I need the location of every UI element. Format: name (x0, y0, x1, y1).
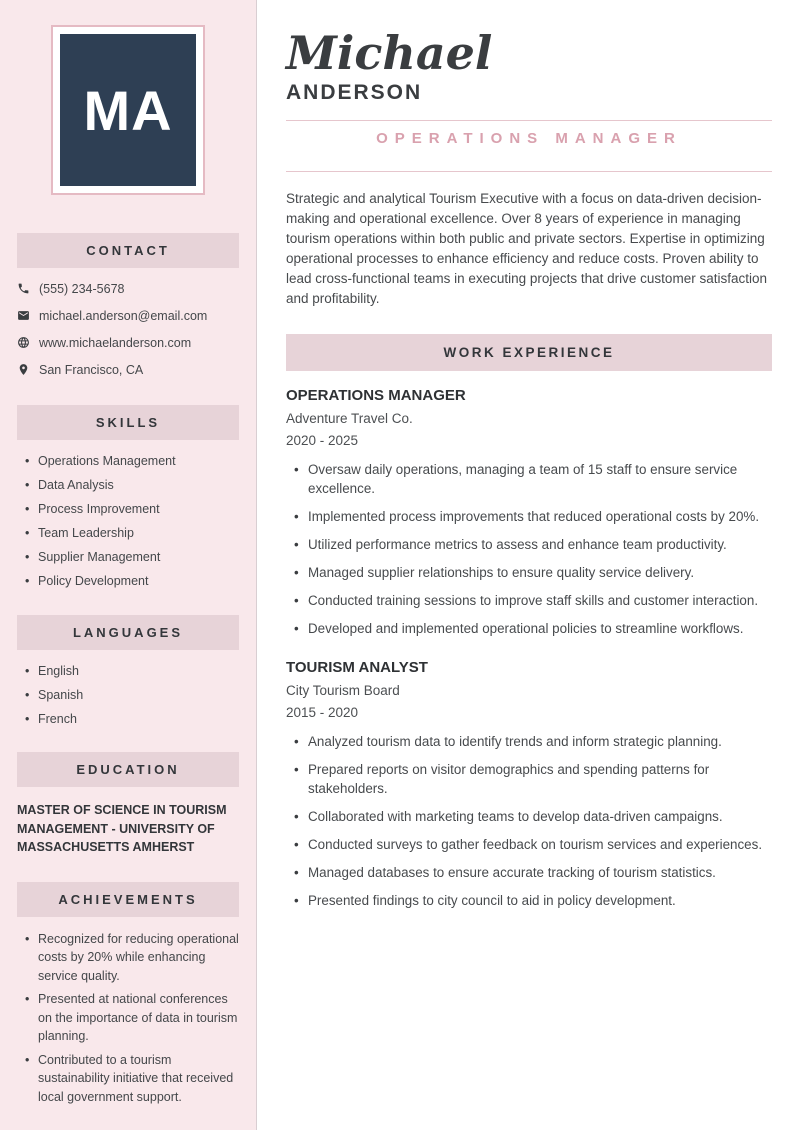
achievements-section-heading: ACHIEVEMENTS (17, 882, 239, 917)
language-item: • English (25, 663, 239, 680)
phone-icon (17, 282, 39, 295)
sidebar (0, 0, 257, 1130)
job-bullet: • Analyzed tourism data to identify trends and inform strategic planning. (286, 732, 772, 751)
first-name: Michael (286, 26, 493, 80)
contact-item-text: (555) 234-5678 (39, 281, 125, 296)
languages-list (25, 663, 239, 728)
monogram-initials: MA (83, 78, 173, 142)
job-bullet: • Implemented process improvements that reduced operational costs by 20%. (286, 507, 772, 526)
job-entry (286, 659, 772, 910)
skill-item: • Process Improvement (25, 501, 239, 518)
job-bullet: • Presented findings to city council to aid in policy development. (286, 891, 772, 910)
job-bullet-list (286, 732, 772, 910)
job-bullet: • Collaborated with marketing teams to develop data-driven campaigns. (286, 807, 772, 826)
job-title: OPERATIONS MANAGER (286, 387, 466, 404)
language-item: • French (25, 711, 239, 728)
job-bullet: • Conducted training sessions to improve staff skills and customer interaction. (286, 591, 772, 610)
contact-item-text: michael.anderson@email.com (39, 308, 208, 323)
education-degree: MASTER OF SCIENCE IN TOURISM MANAGEMENT - UNIVERSITY OF MASSACHUSETTS AMHERST (17, 803, 227, 854)
job-bullet: • Conducted surveys to gather feedback on tourism services and experiences. (286, 835, 772, 854)
job-bullet: • Managed supplier relationships to ensure quality service delivery. (286, 563, 772, 582)
achievements-list (25, 930, 239, 1107)
main-content (257, 0, 800, 1130)
email-icon (17, 309, 39, 322)
job-bullet: • Prepared reports on visitor demographics and spending patterns for stakeholders. (286, 760, 772, 798)
skill-item: • Operations Management (25, 453, 239, 470)
skill-item: • Supplier Management (25, 549, 239, 566)
job-bullet: • Utilized performance metrics to assess and enhance team productivity. (286, 535, 772, 554)
job-dates: 2020 - 2025 (286, 433, 359, 448)
monogram-avatar (51, 25, 205, 195)
skills-list (25, 453, 239, 590)
skill-item: • Team Leadership (25, 525, 239, 542)
job-title: TOURISM ANALYST (286, 659, 428, 676)
education-section-heading: EDUCATION (17, 752, 239, 787)
contact-item (17, 361, 239, 378)
achievement-item: • Contributed to a tourism sustainability initiative that received local government support. (25, 1051, 239, 1107)
contact-item (17, 307, 239, 324)
skill-item: • Data Analysis (25, 477, 239, 494)
last-name: ANDERSON (286, 81, 423, 104)
work-experience-heading: WORK EXPERIENCE (286, 334, 772, 371)
skill-item: • Policy Development (25, 573, 239, 590)
job-company: Adventure Travel Co. (286, 411, 413, 426)
professional-summary: Strategic and analytical Tourism Executive with a focus on data-driven decision-making and operational excellence. Over 8 years of experience in managing tourism operations within both public and private sectors. Expertise in optimizing operational processes to enhance efficiency and reduce costs. Proven ability to lead cross-functional teams in executing projects that drive customer satisfaction and profitability. (286, 191, 767, 306)
contact-section-heading: CONTACT (17, 233, 239, 268)
skills-section-heading: SKILLS (17, 405, 239, 440)
contact-item (17, 280, 239, 297)
job-company: City Tourism Board (286, 683, 400, 698)
languages-section-heading: LANGUAGES (17, 615, 239, 650)
contact-item (17, 334, 239, 351)
contact-item-text: www.michaelanderson.com (39, 335, 192, 350)
job-entry (286, 387, 772, 638)
location-icon (17, 363, 39, 376)
job-bullet-list (286, 460, 772, 638)
language-item: • Spanish (25, 687, 239, 704)
globe-icon (17, 336, 39, 349)
job-bullet: • Managed databases to ensure accurate tracking of tourism statistics. (286, 863, 772, 882)
professional-title: OPERATIONS MANAGER (376, 130, 682, 147)
job-bullet: • Oversaw daily operations, managing a team of 15 staff to ensure service excellence. (286, 460, 772, 498)
contact-list (17, 280, 239, 378)
achievement-item: • Presented at national conferences on the importance of data in tourism planning. (25, 990, 239, 1046)
contact-item-text: San Francisco, CA (39, 362, 144, 377)
job-dates: 2015 - 2020 (286, 705, 359, 720)
divider-line (286, 171, 772, 172)
monogram-background (60, 34, 196, 186)
achievement-item: • Recognized for reducing operational costs by 20% while enhancing service quality. (25, 930, 239, 986)
job-bullet: • Developed and implemented operational policies to streamline workflows. (286, 619, 772, 638)
